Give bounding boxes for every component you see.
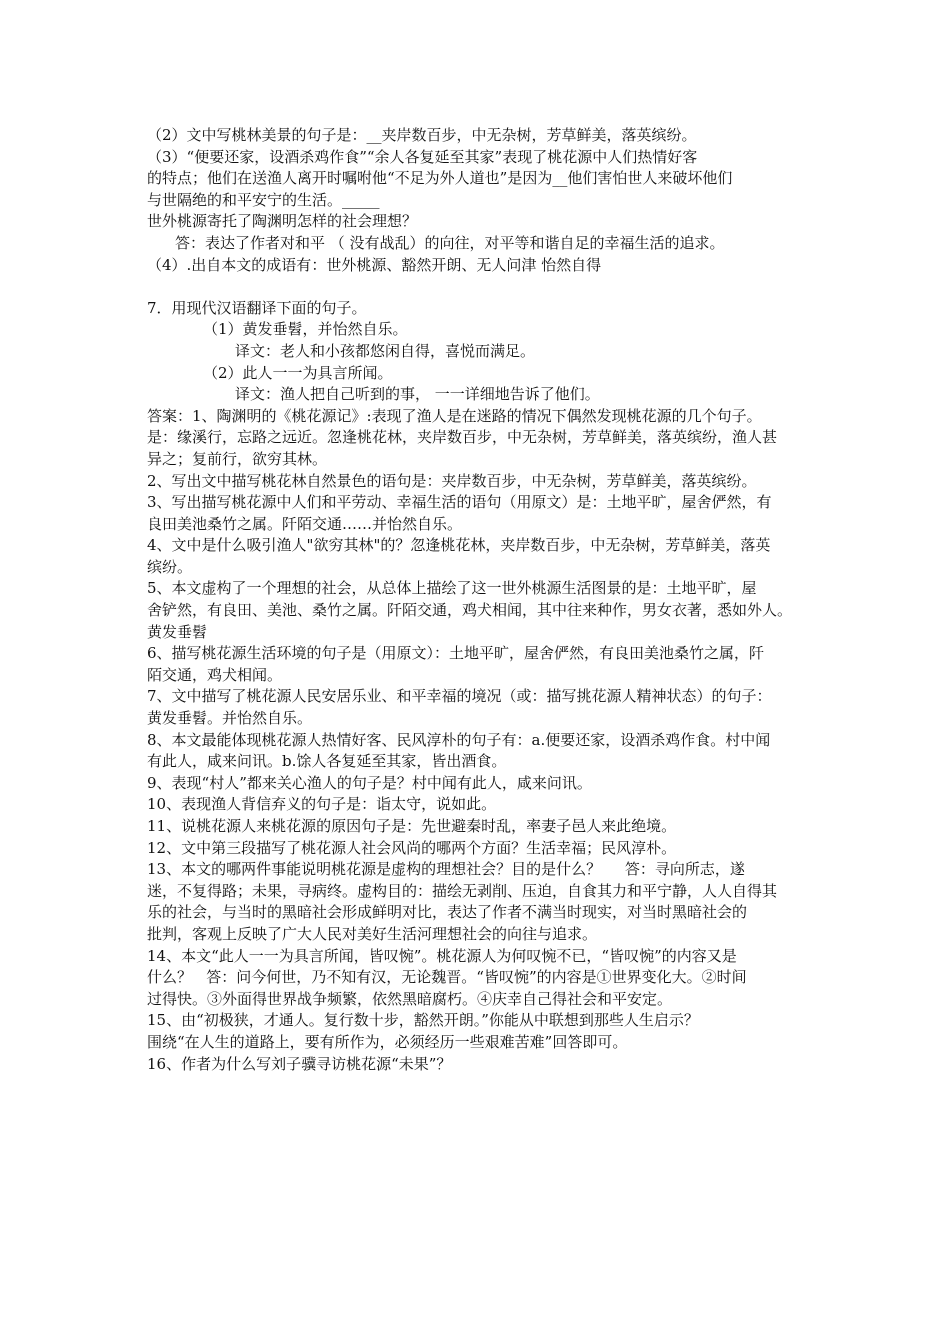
text-line: 异之；复前行，欲穷其林。 xyxy=(147,449,328,468)
text-line: 的特点；他们在送渔人离开时嘱咐他“不足为外人道也”是因为__他们害怕世人来破坏他们 xyxy=(147,169,733,188)
text-line: 16、作者为什么写刘子骥寻访桃花源“未果”？ xyxy=(147,1054,452,1073)
blank-line xyxy=(147,276,815,298)
text-line: 是：缘溪行，忘路之远近。忽逢桃花林，夹岸数百步，中无杂树，芳草鲜美，落英缤纷，渔人甚 xyxy=(147,428,778,447)
text-line: 11、说桃花源人来桃花源的原因句子是：先世避秦时乱，率妻子邑人来此绝境。 xyxy=(147,817,677,835)
text-line: 答：表达了作者对和平 （ 没有战乱）的向往，对平等和谐自足的幸福生活的追求。 xyxy=(175,233,725,252)
text-line: 迷，不复得路；未果，寻病终。虚构目的：描绘无剥削、压迫，自食其力和平宁静，人人自得其 xyxy=(147,881,778,900)
text-line: 乐的社会，与当时的黑暗社会形成鲜明对比，表达了作者不满当时现实，对当时黑暗社会的 xyxy=(147,903,748,922)
text-line: （2）此人一一为具言所闻。 xyxy=(203,363,393,382)
text-line: 良田美池桑竹之属。阡陌交通……并怡然自乐。 xyxy=(147,514,463,533)
text-line: 8、本文最能体现桃花源人热情好客、民风淳朴的句子有：a.便要还家，设酒杀鸡作食。村中闻 xyxy=(147,730,771,749)
text-line: 12、文中第三段描写了桃花源人社会风尚的哪两个方面？生活幸福；民风淳朴。 xyxy=(147,838,677,857)
text-line: 15、由“初极狭，才通人。复行数十步，豁然开朗。”你能从中联想到那些人生启示？ xyxy=(147,1011,699,1030)
text-line: 3、写出描写桃花源中人们和平劳动、幸福生活的语句（用原文）是：土地平旷，屋舍俨然，有 xyxy=(147,493,772,512)
text-line: 9、表现“村人”都来关心渔人的句子是？村中闻有此人，咸来问讯。 xyxy=(147,773,592,792)
text-line: 有此人，咸来问讯。b.馀人各复延至其家，皆出酒食。 xyxy=(147,752,507,771)
text-line: 过得快。③外面得世界战争频繁，依然黑暗腐朽。④庆幸自己得社会和平安定。 xyxy=(147,989,673,1008)
document-body xyxy=(147,125,815,1075)
text-line: 围绕“在人生的道路上，要有所作为，必须经历一些艰难苦难”回答即可。 xyxy=(147,1032,628,1051)
text-line: 黄发垂髫。并怡然自乐。 xyxy=(147,709,313,728)
text-line: （2）文中写桃林美景的句子是：__夹岸数百步，中无杂树，芳草鲜美，落英缤纷。 xyxy=(147,126,697,144)
text-line: 7、文中描写了桃花源人民安居乐业、和平幸福的境况（或：描写挑花源人精神状态）的句子： xyxy=(147,687,772,706)
text-line: （1）黄发垂髫，并怡然自乐。 xyxy=(203,320,408,339)
text-line: （4）.出自本文的成语有：世外桃源、豁然开朗、无人问津 怡然自得 xyxy=(147,255,602,274)
text-line: 13、本文的哪两件事能说明桃花源是虚构的理想社会？目的是什么？ 答：寻向所志，遂 xyxy=(147,860,745,879)
text-line: 译文：老人和小孩都悠闲自得，喜悦而满足。 xyxy=(235,341,536,360)
text-line: 10、表现渔人背信弃义的句子是：诣太守，说如此。 xyxy=(147,795,497,814)
text-line: 缤纷。 xyxy=(147,557,193,576)
text-line: 14、本文“此人一一为具言所闻，皆叹惋”。桃花源人为何叹惋不已，“皆叹惋”的内容又是 xyxy=(147,946,737,965)
text-line: 4、文中是什么吸引渔人"欲穷其林"的？忽逢桃花林，夹岸数百步，中无杂树，芳草鲜美，落英 xyxy=(147,536,771,555)
text-line: 5、本文虚构了一个理想的社会，从总体上描绘了这一世外桃源生活图景的是：土地平旷，屋 xyxy=(147,579,757,598)
text-line: 舍铲然，有良田、美池、桑竹之属。阡陌交通，鸡犬相闻，其中往来种作，男女衣著，悉如外人。 xyxy=(147,601,793,620)
text-line: （3）“便要还家，设酒杀鸡作食”“余人各复延至其家”表现了桃花源中人们热情好客 xyxy=(147,147,698,166)
text-line: 黄发垂髫 xyxy=(147,622,208,641)
text-line: 2、写出文中描写桃花林自然景色的语句是：夹岸数百步，中无杂树，芳草鲜美，落英缤纷。 xyxy=(147,471,757,490)
text-line: 答案：1、陶渊明的《桃花源记》:表现了渔人是在迷路的情况下偶然发现桃花源的几个句子。 xyxy=(147,406,762,425)
text-line: 世外桃源寄托了陶渊明怎样的社会理想？ xyxy=(147,212,418,231)
text-line: 译文：渔人把自己听到的事， 一一详细地告诉了他们。 xyxy=(235,385,600,404)
text-line: 陌交通，鸡犬相闻。 xyxy=(147,665,283,684)
text-line: 6、描写桃花源生活环境的句子是（用原文）：土地平旷，屋舍俨然，有良田美池桑竹之属，阡 xyxy=(147,644,765,663)
text-line: 批判，客观上反映了广大人民对美好生活河理想社会的向往与追求。 xyxy=(147,924,598,943)
text-line: 7．用现代汉语翻译下面的句子。 xyxy=(147,298,367,317)
text-line: 与世隔绝的和平安宁的生活。_____ xyxy=(147,190,380,209)
text-line: 什么？ 答：问今何世，乃不知有汉，无论魏晋。“皆叹惋”的内容是①世界变化大。②时间 xyxy=(147,968,747,987)
